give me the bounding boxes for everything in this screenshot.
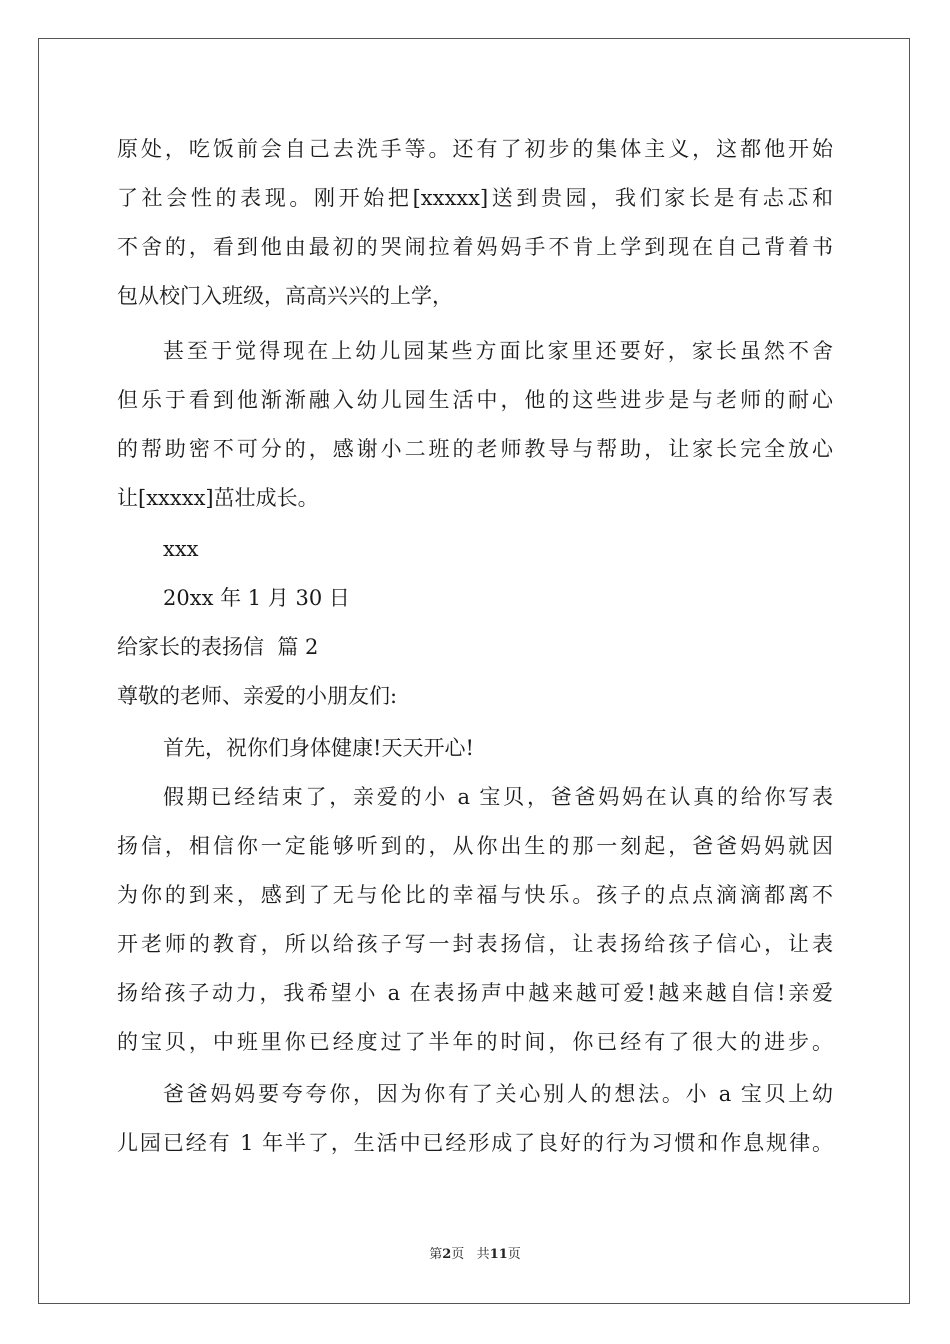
total-label-prefix: 共: [476, 1247, 490, 1262]
page-border: [38, 38, 910, 1304]
paragraph-line: 为你的到来，感到了无与伦比的幸福与快乐。孩子的点点滴滴都离不: [117, 883, 833, 907]
signature: xxx: [163, 537, 199, 561]
paragraph-line: 不舍的，看到他由最初的哭闹拉着妈妈手不肯上学到现在自己背着书: [117, 235, 833, 259]
paragraph-line: 让[xxxxx]茁壮成长。: [117, 486, 319, 510]
current-page-number: 2: [442, 1247, 452, 1262]
paragraph-line: 甚至于觉得现在上幼儿园某些方面比家里还要好，家长虽然不舍: [163, 339, 833, 363]
section-title: 给家长的表扬信 篇 2: [117, 635, 319, 659]
total-label-suffix: 页: [507, 1247, 521, 1262]
paragraph-line: 的帮助密不可分的，感谢小二班的老师教导与帮助，让家长完全放心: [117, 437, 833, 461]
greeting: 首先，祝你们身体健康!天天开心!: [163, 736, 474, 760]
page-label-suffix: 页: [451, 1247, 465, 1262]
letter-date: 20xx 年 1 月 30 日: [163, 586, 350, 610]
paragraph-line: 但乐于看到他渐渐融入幼儿园生活中，他的这些进步是与老师的耐心: [117, 388, 833, 412]
page-label-prefix: 第: [429, 1247, 443, 1262]
paragraph-line: 原处，吃饭前会自己去洗手等。还有了初步的集体主义，这都他开始: [117, 137, 833, 161]
paragraph-line: 扬给孩子动力，我希望小 a 在表扬声中越来越可爱!越来越自信!亲爱: [117, 981, 833, 1005]
paragraph-line: 爸爸妈妈要夸夸你，因为你有了关心别人的想法。小 a 宝贝上幼: [163, 1082, 833, 1106]
paragraph-line: 假期已经结束了，亲爱的小 a 宝贝，爸爸妈妈在认真的给你写表: [163, 785, 833, 809]
paragraph-line: 扬信，相信你一定能够听到的，从你出生的那一刻起，爸爸妈妈就因: [117, 834, 833, 858]
paragraph-line: 包从校门入班级，高高兴兴的上学，: [117, 284, 453, 308]
paragraph-line: 了社会性的表现。刚开始把[xxxxx]送到贵园，我们家长是有忐忑和: [117, 186, 833, 210]
paragraph-line: 开老师的教育，所以给孩子写一封表扬信，让表扬给孩子信心，让表: [117, 932, 833, 956]
paragraph-line: 儿园已经有 1 年半了，生活中已经形成了良好的行为习惯和作息规律。: [117, 1131, 833, 1155]
paragraph-line: 的宝贝，中班里你已经度过了半年的时间，你已经有了很大的进步。: [117, 1030, 833, 1054]
total-pages-number: 11: [489, 1247, 508, 1262]
salutation: 尊敬的老师、亲爱的小朋友们:: [117, 684, 398, 708]
page-footer: [0, 1243, 950, 1262]
